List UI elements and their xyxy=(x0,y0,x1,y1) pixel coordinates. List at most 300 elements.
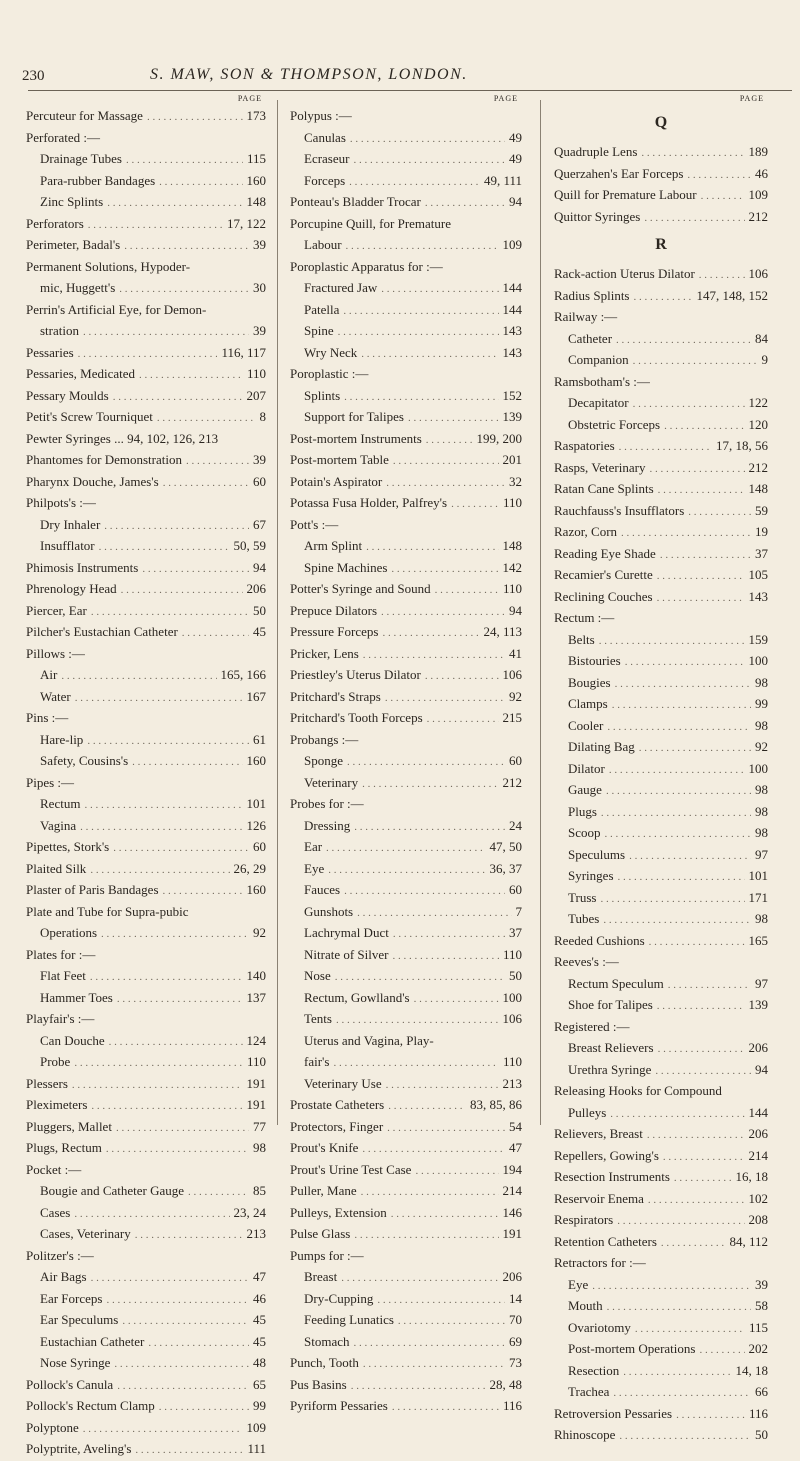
leader-dots xyxy=(132,752,242,773)
entry-term: Plugs xyxy=(568,803,597,819)
entry-term: Petit's Screw Tourniquet xyxy=(26,409,153,424)
entry-term: Retroversion Pessaries xyxy=(554,1405,673,1421)
index-subentry xyxy=(554,780,768,802)
index-subentry xyxy=(290,321,522,343)
entry-term: Quadruple Lens xyxy=(554,144,638,159)
entry-term: Flat Feet xyxy=(40,968,86,983)
column-divider xyxy=(540,100,541,1125)
leader-dots xyxy=(159,172,242,193)
leader-dots xyxy=(674,1168,732,1189)
entry-page-ref: 19 xyxy=(755,524,768,539)
entry-page-ref: 60 xyxy=(509,882,522,897)
entry-term: Plate and Tube for Supra-pubic xyxy=(26,903,189,919)
leader-dots xyxy=(366,537,498,558)
leader-dots xyxy=(607,1297,751,1318)
leader-dots xyxy=(74,1204,229,1225)
entry-term: Perrin's Artificial Eye, for Demon- xyxy=(26,301,207,317)
entry-term: Registered :— xyxy=(554,1018,630,1034)
leader-dots xyxy=(655,1061,751,1082)
index-subentry xyxy=(290,343,522,365)
leader-dots xyxy=(142,559,249,580)
leader-dots xyxy=(354,1333,506,1354)
entry-page-ref: 50 xyxy=(509,968,522,983)
index-entry xyxy=(290,106,522,128)
entry-page-ref: 98 xyxy=(253,1140,266,1155)
entry-term: Ratan Cane Splints xyxy=(554,481,654,496)
leader-dots xyxy=(87,731,249,752)
entry-page-ref: 206 xyxy=(502,1269,522,1284)
index-entry xyxy=(290,579,522,601)
index-subentry xyxy=(554,1382,768,1404)
entry-term: Canulas xyxy=(304,129,346,145)
index-entry xyxy=(26,644,266,666)
entry-term: Pocket :— xyxy=(26,1161,82,1177)
entry-term: Trachea xyxy=(568,1384,610,1399)
leader-dots xyxy=(392,946,498,967)
leader-dots xyxy=(91,1096,242,1117)
entry-term: Plates for :— xyxy=(26,946,96,962)
entry-page-ref: 137 xyxy=(246,989,266,1005)
entry-page-ref: 60 xyxy=(253,839,266,854)
index-subentry xyxy=(290,1052,522,1074)
entry-page-ref: 24, 113 xyxy=(483,624,522,639)
entry-page-ref: 201 xyxy=(502,452,522,467)
entry-page-ref: 100 xyxy=(748,760,768,776)
entry-page-ref: 14 xyxy=(509,1290,522,1306)
entry-term: Polyptrite, Aveling's xyxy=(26,1441,132,1456)
entry-term: Repellers, Gowing's xyxy=(554,1147,659,1163)
index-entry xyxy=(290,214,522,236)
index-entry xyxy=(290,665,522,687)
leader-dots xyxy=(328,860,485,881)
leader-dots xyxy=(377,1290,505,1311)
entry-term: Rectum Speculum xyxy=(568,975,664,991)
entry-term: Speculums xyxy=(568,846,626,862)
index-entry xyxy=(554,207,768,229)
index-entry xyxy=(554,1146,768,1168)
leader-dots xyxy=(619,1426,751,1447)
entry-term: Stomach xyxy=(304,1333,350,1349)
index-subentry xyxy=(26,1353,266,1375)
leader-dots xyxy=(74,1053,243,1074)
index-subentry xyxy=(26,988,266,1010)
entry-term: Politzer's :— xyxy=(26,1247,94,1263)
entry-term: Ovariotomy xyxy=(568,1319,631,1335)
leader-dots xyxy=(91,602,249,623)
entry-page-ref: 171 xyxy=(748,889,768,905)
leader-dots xyxy=(354,1225,498,1246)
index-subentry xyxy=(26,321,266,343)
entry-term: Polyptone xyxy=(26,1419,79,1435)
entry-page-ref: 98 xyxy=(755,674,768,690)
index-entry xyxy=(26,1009,266,1031)
entry-page-ref: 45 xyxy=(253,1312,266,1327)
index-entry xyxy=(290,687,522,709)
index-subentry xyxy=(290,923,522,945)
index-entry xyxy=(26,407,266,429)
index-subentry xyxy=(554,329,768,351)
entry-term: Polypus :— xyxy=(290,108,352,123)
index-entry xyxy=(290,1095,522,1117)
leader-dots xyxy=(658,480,745,501)
entry-term: Reeded Cushions xyxy=(554,932,645,948)
entry-term: Priestley's Uterus Dilator xyxy=(290,667,421,682)
entry-term: Potain's Aspirator xyxy=(290,473,383,489)
entry-page-ref: 99 xyxy=(253,1398,266,1413)
leader-dots xyxy=(592,1276,751,1297)
entry-term: Quill for Premature Labour xyxy=(554,187,697,202)
entry-page-ref: 212 xyxy=(502,774,522,790)
entry-term: Piercer, Ear xyxy=(26,602,87,618)
index-entry xyxy=(554,1167,768,1189)
leader-dots xyxy=(647,1125,745,1146)
leader-dots xyxy=(84,795,242,816)
index-subentry xyxy=(26,515,266,537)
entry-term: Rauchfauss's Insufflators xyxy=(554,502,685,518)
leader-dots xyxy=(346,236,499,257)
leader-dots xyxy=(657,996,745,1017)
leader-dots xyxy=(350,129,505,150)
entry-page-ref: 59 xyxy=(755,502,768,518)
index-entry xyxy=(290,622,522,644)
entry-page-ref: 67 xyxy=(253,516,266,532)
index-entry xyxy=(26,859,266,881)
entry-page-ref: 159 xyxy=(748,631,768,647)
leader-dots xyxy=(663,1147,745,1168)
entry-page-ref: 69 xyxy=(509,1333,522,1349)
entry-page-ref: 148 xyxy=(748,481,768,496)
index-subentry xyxy=(26,1052,266,1074)
entry-page-ref: 26, 29 xyxy=(233,860,266,876)
index-entry xyxy=(554,164,768,186)
entry-term: Rectum :— xyxy=(554,610,615,625)
entry-term: Safety, Cousins's xyxy=(40,753,129,768)
entry-term: Perforated :— xyxy=(26,129,101,145)
entry-page-ref: 194 xyxy=(502,1161,522,1177)
entry-term: Perforators xyxy=(26,215,84,231)
index-entry xyxy=(554,1124,768,1146)
leader-dots xyxy=(657,588,745,609)
index-entry xyxy=(26,106,266,128)
index-entry xyxy=(554,1253,768,1275)
leader-dots xyxy=(104,516,249,537)
leader-dots xyxy=(354,817,505,838)
index-subentry xyxy=(290,1310,522,1332)
leader-dots xyxy=(688,502,751,523)
index-subentry xyxy=(290,859,522,881)
index-subentry xyxy=(554,1296,768,1318)
index-entry xyxy=(290,644,522,666)
index-subentry xyxy=(554,694,768,716)
leader-dots xyxy=(658,1039,745,1060)
entry-page-ref: 46 xyxy=(755,165,768,181)
entry-term: Tubes xyxy=(568,911,600,926)
index-entry xyxy=(26,708,266,730)
leader-dots xyxy=(641,143,744,164)
index-subentry xyxy=(290,1289,522,1311)
leader-dots xyxy=(163,881,243,902)
section-letter: Q xyxy=(654,114,668,131)
entry-term: Ramsbotham's :— xyxy=(554,373,650,389)
entry-term: Cases, Veterinary xyxy=(40,1226,131,1241)
index-entry xyxy=(26,493,266,515)
index-entry xyxy=(26,1396,266,1418)
entry-page-ref: 116 xyxy=(502,1398,522,1413)
entry-term: Rasps, Veterinary xyxy=(554,459,646,475)
index-subentry xyxy=(26,1181,266,1203)
entry-term: Arm Splint xyxy=(304,538,363,553)
index-subentry xyxy=(26,1267,266,1289)
entry-page-ref: 49, 111 xyxy=(483,172,522,188)
entry-term: Veterinary xyxy=(304,774,359,790)
index-subentry xyxy=(26,665,266,687)
leader-dots xyxy=(88,215,223,236)
entry-page-ref: 85 xyxy=(253,1183,266,1198)
entry-term: Puller, Mane xyxy=(290,1183,357,1198)
leader-dots xyxy=(621,523,751,544)
index-entry xyxy=(290,708,522,730)
entry-page-ref: 39 xyxy=(755,1276,768,1292)
entry-page-ref: 105 xyxy=(748,567,768,582)
leader-dots xyxy=(117,1376,249,1397)
leader-dots xyxy=(687,165,751,186)
entry-term: Potter's Syringe and Sound xyxy=(290,581,431,596)
index-subentry xyxy=(26,1203,266,1225)
entry-term: Resection Instruments xyxy=(554,1169,670,1184)
entry-page-ref: 97 xyxy=(755,846,768,862)
index-entry xyxy=(290,257,522,279)
leader-dots xyxy=(336,1010,499,1031)
leader-dots xyxy=(664,416,744,437)
entry-term: Probangs :— xyxy=(290,731,359,747)
index-entry xyxy=(290,1117,522,1139)
entry-term: Respirators xyxy=(554,1212,614,1227)
entry-term: Water xyxy=(40,688,71,704)
entry-term: Post-mortem Instruments xyxy=(290,430,422,446)
entry-term: Bougies xyxy=(568,674,611,690)
leader-dots xyxy=(83,322,249,343)
entry-term: Retractors for :— xyxy=(554,1255,646,1270)
entry-term: Rhinoscope xyxy=(554,1427,616,1442)
page-number: 230 xyxy=(22,68,45,84)
entry-page-ref: 110 xyxy=(502,946,522,962)
leader-dots xyxy=(188,1182,249,1203)
leader-dots xyxy=(361,344,498,365)
leader-dots xyxy=(353,150,505,171)
leader-dots xyxy=(351,1376,486,1397)
entry-page-ref: 24 xyxy=(509,817,522,833)
index-subentry xyxy=(290,128,522,150)
entry-term: Pyriform Pessaries xyxy=(290,1398,388,1413)
entry-page-ref: 101 xyxy=(748,868,768,883)
index-entry xyxy=(26,880,266,902)
entry-term: Retention Catheters xyxy=(554,1233,657,1249)
entry-page-ref: 122 xyxy=(748,395,768,410)
index-entry xyxy=(290,1181,522,1203)
index-subentry xyxy=(290,235,522,257)
index-entry xyxy=(554,1017,768,1039)
entry-term: Porcupine Quill, for Premature xyxy=(290,215,452,231)
index-entry xyxy=(290,493,522,515)
entry-term: Philpots's :— xyxy=(26,495,96,510)
leader-dots xyxy=(603,910,751,931)
entry-page-ref: 98 xyxy=(755,911,768,926)
leader-dots xyxy=(701,186,745,207)
index-entry xyxy=(26,558,266,580)
index-entry xyxy=(26,472,266,494)
leader-dots xyxy=(362,1139,505,1160)
leader-dots xyxy=(363,1354,505,1375)
leader-dots xyxy=(72,1075,243,1096)
leader-dots xyxy=(618,867,745,888)
index-subentry xyxy=(26,171,266,193)
entry-page-ref: 212 xyxy=(748,459,768,475)
leader-dots xyxy=(116,1118,249,1139)
leader-dots xyxy=(341,1268,498,1289)
running-head: S. MAW, SON & THOMPSON, LONDON. xyxy=(150,66,468,83)
entry-page-ref: 83, 85, 86 xyxy=(470,1097,522,1112)
entry-page-ref: 70 xyxy=(509,1312,522,1327)
entry-term: Operations xyxy=(40,925,98,940)
index-subentry xyxy=(290,171,522,193)
entry-term: Insufflator xyxy=(40,538,95,553)
index-subentry xyxy=(554,630,768,652)
index-entry xyxy=(290,1160,522,1182)
leader-dots xyxy=(391,559,498,580)
leader-dots xyxy=(393,451,499,472)
index-entry xyxy=(26,601,266,623)
entry-term: Truss xyxy=(568,889,597,905)
leader-dots xyxy=(629,846,751,867)
index-entry xyxy=(26,429,266,451)
index-entry xyxy=(554,264,768,286)
index-entry xyxy=(26,1246,266,1268)
entry-term: Permanent Solutions, Hypoder- xyxy=(26,258,191,274)
entry-page-ref: 60 xyxy=(253,473,266,489)
index-subentry xyxy=(290,1332,522,1354)
entry-page-ref: 148 xyxy=(502,538,522,553)
entry-page-ref: 98 xyxy=(755,803,768,819)
entry-page-ref: 214 xyxy=(748,1147,768,1163)
index-column-1 xyxy=(26,94,266,1461)
entry-page-ref: 215 xyxy=(502,710,522,725)
entry-page-ref: 98 xyxy=(755,782,768,797)
leader-dots xyxy=(385,688,505,709)
leader-dots xyxy=(80,817,242,838)
entry-term: Pleximeters xyxy=(26,1097,88,1112)
entry-page-ref: 100 xyxy=(748,653,768,668)
leader-dots xyxy=(117,989,243,1010)
index-entry xyxy=(290,1375,522,1397)
index-entry xyxy=(26,622,266,644)
leader-dots xyxy=(361,1182,499,1203)
leader-dots xyxy=(435,580,499,601)
index-subentry xyxy=(26,751,266,773)
entry-term: Can Douche xyxy=(40,1032,105,1048)
entry-term: Bougie and Catheter Gauge xyxy=(40,1183,185,1198)
index-entry xyxy=(290,429,522,451)
leader-dots xyxy=(78,344,218,365)
entry-page-ref: 50 xyxy=(253,602,266,618)
entry-page-ref: 202 xyxy=(748,1341,768,1356)
entry-term: Para-rubber Bandages xyxy=(40,172,156,188)
entry-page-ref: 116 xyxy=(748,1405,768,1421)
entry-term: Reclining Couches xyxy=(554,588,653,604)
entry-term: Releasing Hooks for Compound xyxy=(554,1083,722,1098)
entry-term: Gauge xyxy=(568,782,602,797)
index-entry xyxy=(554,458,768,480)
entry-term: Hare-lip xyxy=(40,731,84,747)
leader-dots xyxy=(617,1211,744,1232)
leader-dots xyxy=(61,666,216,687)
entry-page-ref: 160 xyxy=(246,172,266,188)
index-entry xyxy=(554,1081,768,1103)
index-entry xyxy=(554,1425,768,1447)
index-entry xyxy=(26,1160,266,1182)
index-subentry xyxy=(26,1031,266,1053)
leader-dots xyxy=(699,265,745,286)
entry-term: Patella xyxy=(304,301,340,317)
entry-term: Razor, Corn xyxy=(554,524,618,539)
leader-dots xyxy=(182,623,249,644)
entry-page-ref: 111 xyxy=(247,1441,266,1456)
index-subentry xyxy=(26,1224,266,1246)
entry-page-ref: 98 xyxy=(755,717,768,733)
entry-page-ref: 115 xyxy=(246,151,266,166)
entry-page-ref: 23, 24 xyxy=(233,1204,266,1220)
entry-term: Labour xyxy=(304,237,342,252)
leader-dots xyxy=(612,695,751,716)
leader-dots xyxy=(121,580,243,601)
entry-page-ref: 100 xyxy=(502,989,522,1005)
entry-page-ref: 16, 18 xyxy=(735,1169,768,1184)
leader-dots xyxy=(633,394,745,415)
entry-page-ref: 94 xyxy=(509,602,522,618)
leader-dots xyxy=(408,408,499,429)
leader-dots xyxy=(386,1075,499,1096)
index-subentry xyxy=(290,988,522,1010)
leader-dots xyxy=(113,838,249,859)
entry-term: Prostate Catheters xyxy=(290,1097,385,1112)
entry-page-ref: 160 xyxy=(246,882,266,897)
entry-term: Air Bags xyxy=(40,1269,87,1284)
entry-page-ref: 106 xyxy=(502,667,522,682)
index-subentry xyxy=(554,1361,768,1383)
entry-page-ref: 206 xyxy=(748,1040,768,1055)
index-entry xyxy=(554,931,768,953)
entry-page-ref: 140 xyxy=(246,968,266,983)
entry-term: Belts xyxy=(568,631,595,647)
entry-term: Rectum, Gowlland's xyxy=(304,989,410,1005)
entry-page-ref: 207 xyxy=(246,387,266,403)
entry-term: Ear Forceps xyxy=(40,1290,103,1306)
index-subentry xyxy=(26,923,266,945)
leader-dots xyxy=(386,473,505,494)
entry-term: Pott's :— xyxy=(290,516,339,532)
entry-page-ref: 47 xyxy=(509,1140,522,1155)
index-subentry xyxy=(26,816,266,838)
entry-term: Recamier's Curette xyxy=(554,567,653,582)
index-subentry xyxy=(290,751,522,773)
entry-term: Ecraseur xyxy=(304,151,350,166)
index-subentry xyxy=(26,278,266,300)
index-entry xyxy=(26,128,266,150)
index-entry xyxy=(554,1232,768,1254)
leader-dots xyxy=(135,1225,243,1246)
entry-term: Pollock's Rectum Clamp xyxy=(26,1398,155,1413)
entry-term: Catheter xyxy=(568,330,613,346)
index-subentry xyxy=(554,716,768,738)
